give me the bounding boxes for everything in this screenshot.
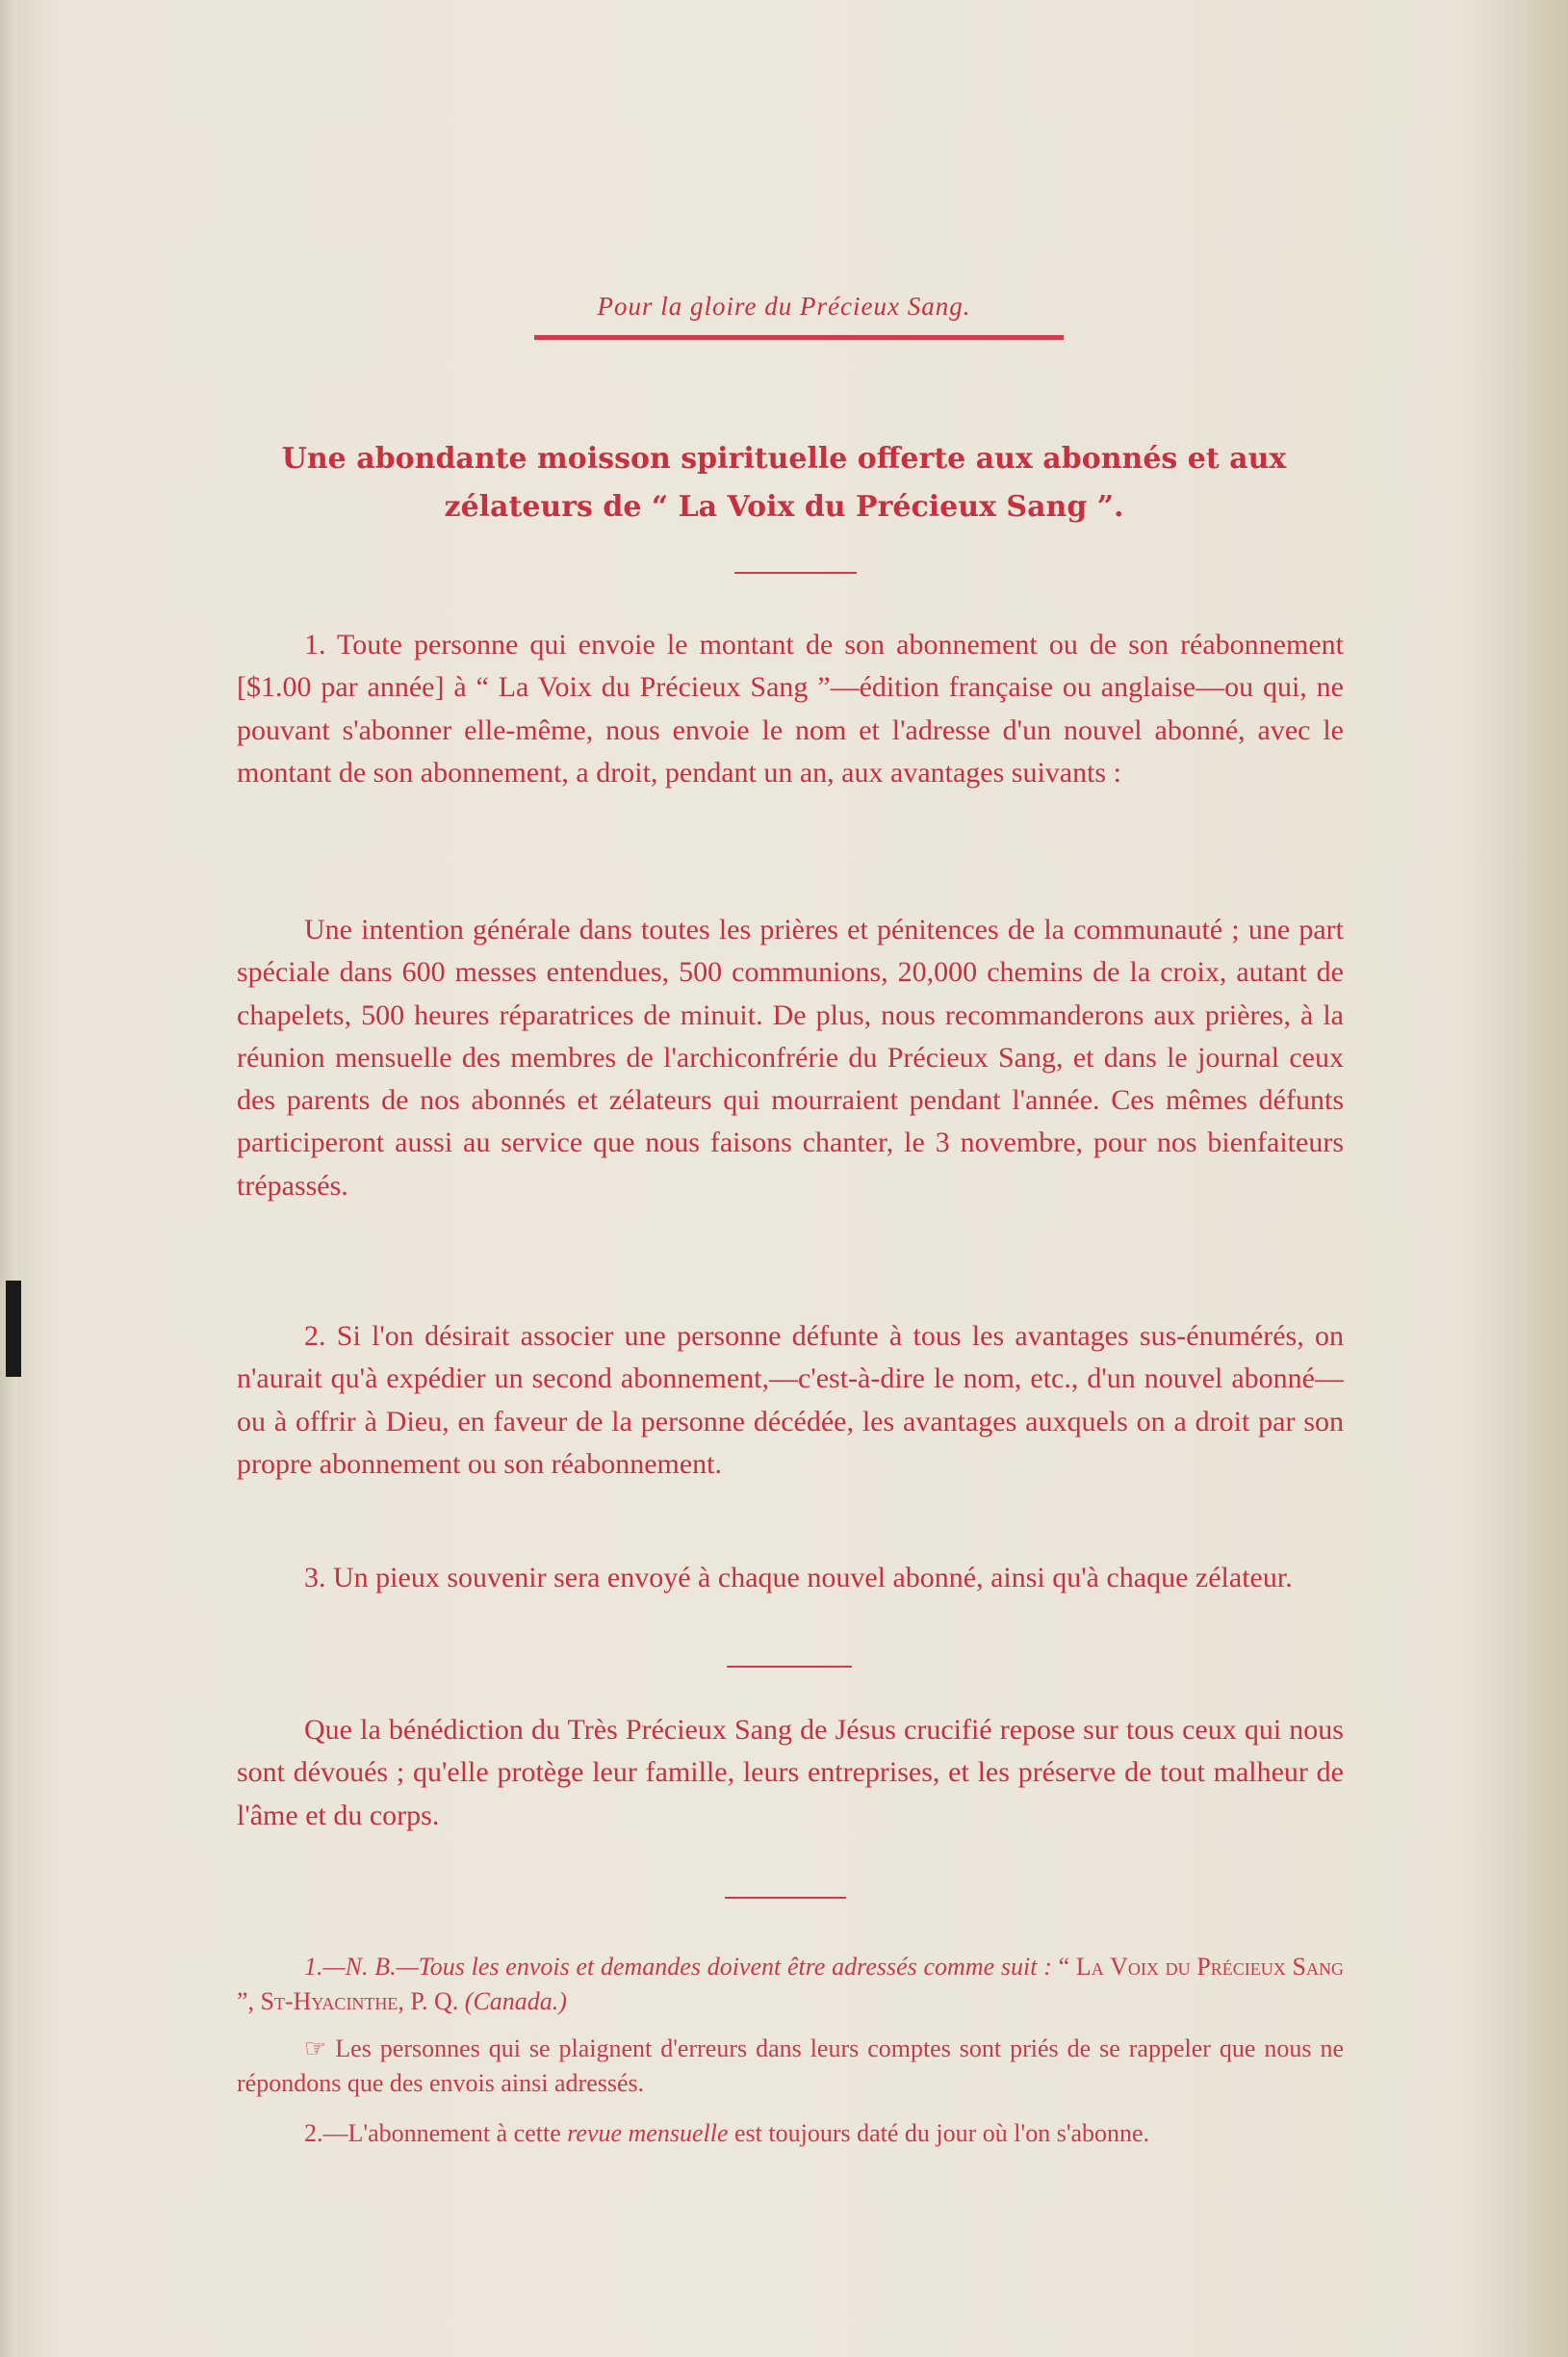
title-line-2: zélateurs de “ La Voix du Précieux Sang ”. bbox=[444, 490, 1124, 524]
binding-tab bbox=[6, 1281, 21, 1377]
paragraph-2: Une intention générale dans toutes les prières et pénitences de la communauté ; une part spéciale dans 600 messes entendues, 500 communions, 20,000 chemins de la croix, autant de chapelets, 500 heures réparatrices de minuit. De plus, nous recommanderons aux prières, à la réunion mensuelle des membres de l'archiconfrérie du Précieux Sang, et dans le journal ceux des parents de nos abonnés et zélateurs qui mourraient pendant l'année. Ces mêmes défunts participeront aussi au service que nous faisons chanter, le 3 novembre, pour nos bienfaiteurs trépassés. bbox=[237, 914, 1344, 1202]
footnote-1-address: “ La Voix du Précieux Sang ”, St-Hyacinthe, P. Q. bbox=[237, 1953, 1344, 2015]
title-line-1: Une abondante moisson spirituelle offerte aux abonnés et aux bbox=[281, 442, 1287, 476]
footnote-3 bbox=[237, 2116, 1344, 2151]
header-rule bbox=[534, 335, 1064, 340]
page-edge bbox=[1527, 0, 1568, 2357]
pointing-hand-icon: ☞ bbox=[304, 2034, 327, 2062]
paragraph-1: 1. Toute personne qui envoie le montant de son abonnement ou de son réabonnement [$1.00 par année] à “ La Voix du Précieux Sang ”—édition française ou anglaise—ou qui, ne pouvant s'abonner elle-même, nous envoie le nom et l'adresse d'un nouvel abonné, avec le montant de son abonnement, a droit, pendant un an, aux avantages suivants : bbox=[237, 629, 1344, 789]
running-title: Pour la gloire du Précieux Sang. bbox=[597, 292, 971, 321]
divider-3 bbox=[725, 1897, 846, 1899]
footnote-2 bbox=[237, 2032, 1344, 2101]
divider-1 bbox=[734, 572, 857, 574]
footnote-1-lead: 1.—N. B.—Tous les envois et demandes doivent être adressés comme suit : bbox=[304, 1953, 1052, 1981]
paragraph-5: Que la bénédiction du Très Précieux Sang de Jésus crucifié repose sur tous ceux qui nous sont dévoués ; qu'elle protège leur famille, leurs entreprises, et les préserve de tout malheur de l'âme et du corps. bbox=[237, 1714, 1344, 1831]
paragraph-4: 3. Un pieux souvenir sera envoyé à chaque nouvel abonné, ainsi qu'à chaque zélateur. bbox=[304, 1562, 1293, 1593]
footnote-3-italic: revue mensuelle bbox=[567, 2119, 729, 2147]
book-spine bbox=[0, 0, 17, 2357]
footnote-2-text: Les personnes qui se plaignent d'erreurs dans leurs comptes sont priés de se rappeler que nous ne répondons que des envois ainsi adressés. bbox=[237, 2034, 1344, 2097]
paragraph-3: 2. Si l'on désirait associer une personne défunte à tous les avantages sus-énumérés, on n'aurait qu'à expédier un second abonnement,—c'est-à-dire le nom, etc., d'un nouvel abonné—ou à offrir à Dieu, en faveur de la personne décédée, les avantages auxquels on a droit par son propre abonnement ou son réabonnement. bbox=[237, 1320, 1344, 1480]
footnote-1-country: (Canada.) bbox=[464, 1987, 567, 2015]
divider-2 bbox=[727, 1666, 852, 1668]
footnote-3-lead: 2.—L'abonnement à cette bbox=[304, 2119, 561, 2147]
footnote-1 bbox=[237, 1950, 1344, 2019]
page-title bbox=[0, 435, 1568, 531]
footnote-3-tail: est toujours daté du jour où l'on s'abonne. bbox=[734, 2119, 1150, 2147]
